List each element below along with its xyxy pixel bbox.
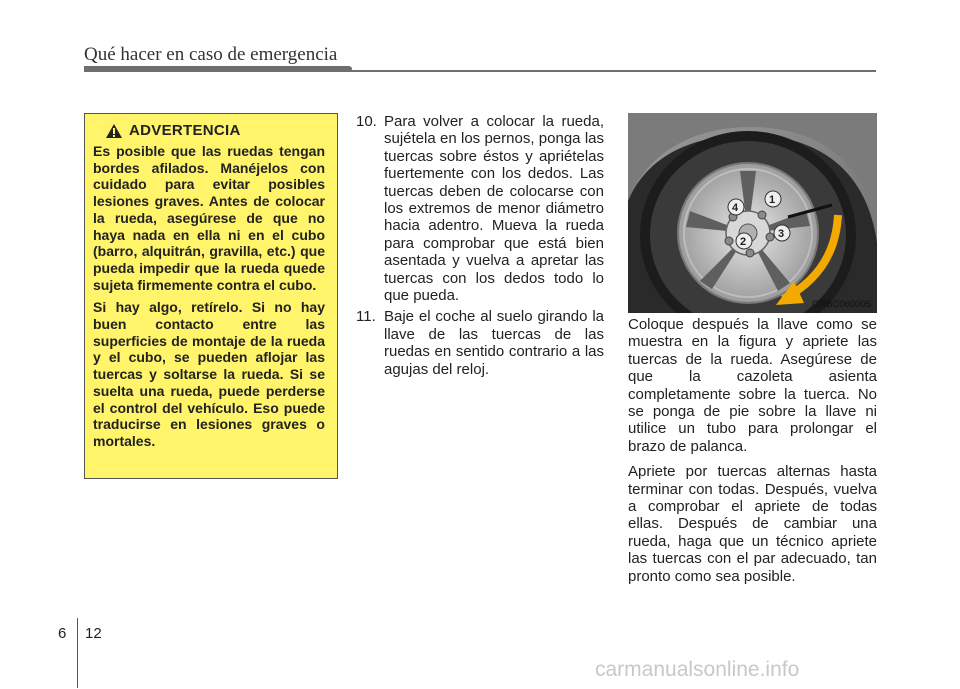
page-title: Qué hacer en caso de emergencia — [84, 44, 338, 65]
watermark: carmanualsonline.info — [595, 658, 800, 681]
step-item — [356, 308, 604, 378]
warning-paragraph: Si hay algo, retírelo. Si no hay buen contacto entre las superficies de montaje de la rueda y el cubo, se pueden aflojar las tuercas y soltarse la rueda. Si se suelta una rueda, puede perderse el control del vehículo. Eso puede traducirse en lesiones graves o mortales. — [93, 299, 325, 449]
warning-header — [105, 122, 325, 139]
lug-label: 1 — [769, 194, 776, 206]
steps-list — [356, 113, 604, 382]
step-number: 11. — [356, 308, 376, 326]
step-item — [356, 113, 604, 304]
warning-triangle-icon — [105, 123, 123, 139]
chapter-number: 6 — [58, 625, 67, 642]
warning-box — [84, 113, 338, 479]
step-text: Para volver a colocar la rueda, sujétela en los pernos, ponga las tuercas sobre éstos y apriételas fuertemente con los dedos. Las tuercas deben de colocarse con los extremos de menor diámetro hacia adentro. Mueva la rueda para comprobar que está bien asentada y vuelva a apretar las tuercas con los dedos todo lo que pueda. — [384, 113, 604, 305]
wheel-figure — [628, 113, 877, 313]
step-number: 10. — [356, 113, 377, 130]
warning-title: ADVERTENCIA — [129, 122, 241, 139]
lug-label: 4 — [732, 202, 739, 214]
warning-paragraph: Es posible que las ruedas tengan bordes afilados. Manéjelos con cuidado para evitar posibles lesiones graves. Antes de colocar la rueda, asegúrese de que no haya nada en ella ni en el cubo (barro, alquitrán, gravilla, etc.) que pueda impedir que la rueda quede sujeta firmemente contra el cubo. — [93, 143, 325, 293]
wheel-illustration — [628, 113, 877, 313]
lug-label: 2 — [740, 236, 747, 248]
step-text: Baje el coche al suelo girando la llave de las tuercas de las ruedas en sentido contrario a las agujas del reloj. — [384, 308, 604, 378]
figure-code: ORBC060005 — [811, 299, 871, 310]
right-column-text — [628, 316, 877, 593]
lug-label: 3 — [778, 228, 785, 240]
footer-divider — [77, 618, 78, 688]
body-paragraph: Apriete por tuercas alternas hasta terminar con todas. Después, vuelva a comprobar el apriete de todas ellas. Después de cambiar una rueda, haga que un técnico apriete las tuercas con el par adecuado, tan pronto como sea posible. — [628, 463, 877, 585]
body-paragraph: Coloque después la llave como se muestra en la figura y apriete las tuercas de la rueda. Asegúrese de que la cazoleta asienta completamente sobre la tuerca. No se ponga de pie sobre la llave ni utilice un tubo para prolongar el brazo de palanca. — [628, 316, 877, 455]
page-number: 12 — [85, 625, 102, 642]
header-bar — [84, 66, 352, 72]
